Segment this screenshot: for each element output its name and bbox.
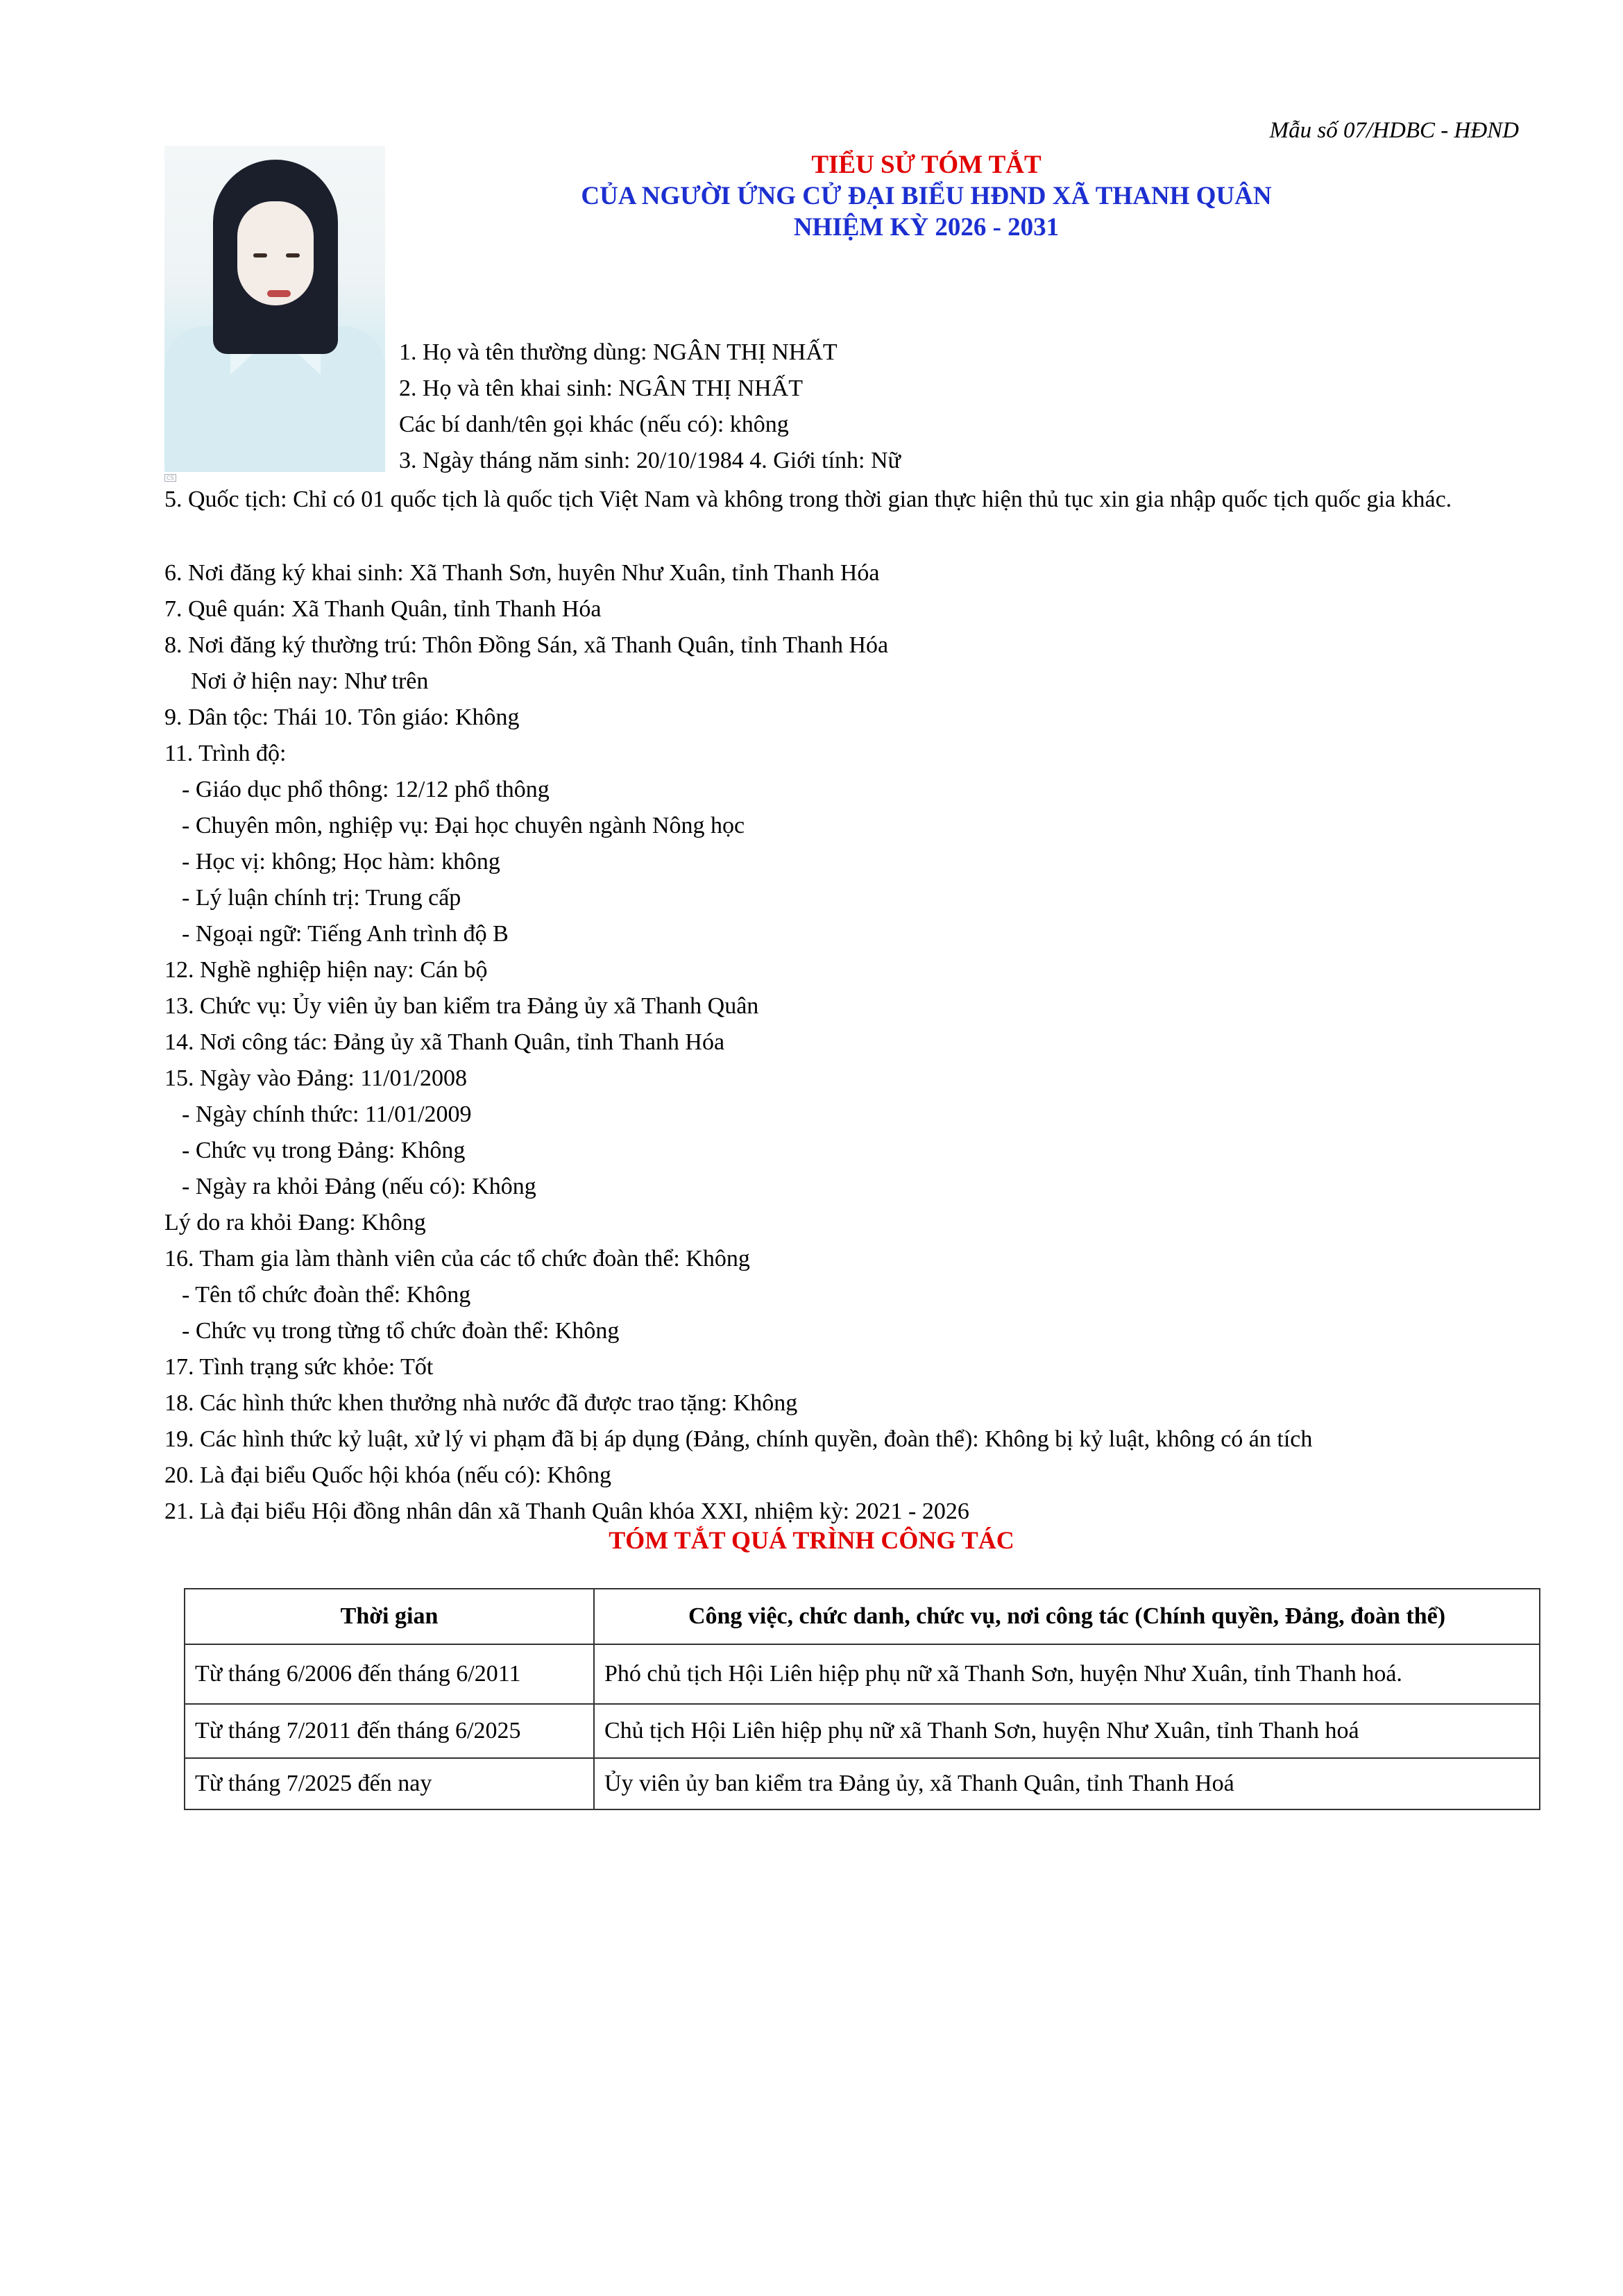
info-line-9-10: 9. Dân tộc: Thái 10. Tôn giáo: Không xyxy=(164,704,520,730)
photo-eye-right xyxy=(286,253,300,258)
cell-role: Chủ tịch Hội Liên hiệp phụ nữ xã Thanh Sơn, huyện Như Xuân, tỉnh Thanh hoá xyxy=(594,1704,1540,1758)
info-line-14: 14. Nơi công tác: Đảng ủy xã Thanh Quân, tỉnh Thanh Hóa xyxy=(164,1029,725,1055)
cell-role: Ủy viên ủy ban kiểm tra Đảng ủy, xã Thanh Quân, tỉnh Thanh Hoá xyxy=(594,1758,1540,1809)
title-line-1: TIỂU SỬ TÓM TẮT xyxy=(811,151,1042,179)
photo-eye-left xyxy=(253,253,267,258)
form-code: Mẫu số 07/HDBC - HĐND xyxy=(1269,118,1519,143)
info-line-current-residence: Nơi ở hiện nay: Như trên xyxy=(191,668,429,694)
scanner-watermark xyxy=(164,474,176,482)
info-line-11-political: - Lý luận chính trị: Trung cấp xyxy=(182,885,461,911)
info-line-5: 5. Quốc tịch: Chỉ có 01 quốc tịch là quốc tịch Việt Nam và không trong thời gian thực hiện thủ tục xin gia nhập quốc tịch quốc gia khác. xyxy=(164,487,1452,512)
candidate-photo xyxy=(164,146,385,472)
info-line-15-official: - Ngày chính thức: 11/01/2009 xyxy=(182,1101,472,1127)
info-line-19: 19. Các hình thức kỷ luật, xử lý vi phạm đã bị áp dụng (Đảng, chính quyền, đoàn thể): Không bị kỷ luật, không có án tích xyxy=(164,1426,1313,1452)
info-line-16-org-position: - Chức vụ trong từng tổ chức đoàn thể: Không xyxy=(182,1318,620,1344)
column-header-role: Công việc, chức danh, chức vụ, nơi công tác (Chính quyền, Đảng, đoàn thể) xyxy=(594,1589,1540,1644)
camscanner-icon: CS xyxy=(164,474,176,482)
info-line-2: 2. Họ và tên khai sinh: NGÂN THỊ NHẤT xyxy=(399,375,804,401)
info-line-aliases: Các bí danh/tên gọi khác (nếu có): không xyxy=(399,412,789,437)
info-line-11-general-edu: - Giáo dục phổ thông: 12/12 phổ thông xyxy=(182,777,550,802)
info-line-8: 8. Nơi đăng ký thường trú: Thôn Đồng Sán, xã Thanh Quân, tỉnh Thanh Hóa xyxy=(164,632,889,658)
title-line-2: CỦA NGƯỜI ỨNG CỬ ĐẠI BIỂU HĐND XÃ THANH QUÂN xyxy=(581,182,1272,210)
info-line-15: 15. Ngày vào Đảng: 11/01/2008 xyxy=(164,1065,467,1091)
work-history-table xyxy=(184,1588,1540,1810)
cell-period: Từ tháng 7/2025 đến nay xyxy=(185,1758,594,1809)
work-history-title: TÓM TẮT QUÁ TRÌNH CÔNG TÁC xyxy=(609,1526,1014,1554)
info-line-6: 6. Nơi đăng ký khai sinh: Xã Thanh Sơn, huyên Như Xuân, tỉnh Thanh Hóa xyxy=(164,560,880,586)
info-line-11-language: - Ngoại ngữ: Tiếng Anh trình độ B xyxy=(182,921,509,947)
title-line-3: NHIỆM KỲ 2026 - 2031 xyxy=(793,213,1060,242)
info-line-11: 11. Trình độ: xyxy=(164,741,287,766)
info-line-16-org-name: - Tên tổ chức đoàn thể: Không xyxy=(182,1282,471,1308)
info-line-18: 18. Các hình thức khen thưởng nhà nước đã được trao tặng: Không xyxy=(164,1390,798,1416)
cell-role: Phó chủ tịch Hội Liên hiệp phụ nữ xã Thanh Sơn, huyện Như Xuân, tỉnh Thanh hoá. xyxy=(594,1644,1540,1704)
info-line-16: 16. Tham gia làm thành viên của các tổ chức đoàn thể: Không xyxy=(164,1246,750,1272)
info-line-12: 12. Nghề nghiệp hiện nay: Cán bộ xyxy=(164,957,488,983)
info-line-1: 1. Họ và tên thường dùng: NGÂN THỊ NHẤT xyxy=(399,339,838,365)
cell-period: Từ tháng 6/2006 đến tháng 6/2011 xyxy=(185,1644,594,1704)
info-line-3: 3. Ngày tháng năm sinh: 20/10/1984 4. Giới tính: Nữ xyxy=(399,448,901,473)
info-line-15-leave-date: - Ngày ra khỏi Đảng (nếu có): Không xyxy=(182,1174,536,1199)
photo-lips xyxy=(267,290,291,297)
info-line-17: 17. Tình trạng sức khỏe: Tốt xyxy=(164,1354,434,1380)
table-header-row xyxy=(185,1589,1540,1644)
info-line-11-specialty: - Chuyên môn, nghiệp vụ: Đại học chuyên ngành Nông học xyxy=(182,813,745,838)
info-line-21: 21. Là đại biểu Hội đồng nhân dân xã Thanh Quân khóa XXI, nhiệm kỳ: 2021 - 2026 xyxy=(164,1499,969,1524)
table-row xyxy=(185,1758,1540,1809)
info-line-13: 13. Chức vụ: Ủy viên ủy ban kiểm tra Đảng ủy xã Thanh Quân xyxy=(164,993,759,1019)
table-row xyxy=(185,1644,1540,1704)
column-header-period: Thời gian xyxy=(185,1589,594,1644)
cell-period: Từ tháng 7/2011 đến tháng 6/2025 xyxy=(185,1704,594,1758)
info-line-leave-reason: Lý do ra khỏi Đang: Không xyxy=(164,1210,426,1235)
table-row xyxy=(185,1704,1540,1758)
info-line-20: 20. Là đại biểu Quốc hội khóa (nếu có): Không xyxy=(164,1462,611,1488)
document-title xyxy=(389,149,1464,243)
info-line-11-degree: - Học vị: không; Học hàm: không xyxy=(182,849,500,875)
info-line-7: 7. Quê quán: Xã Thanh Quân, tỉnh Thanh Hóa xyxy=(164,596,602,622)
info-line-15-party-position: - Chức vụ trong Đảng: Không xyxy=(182,1138,466,1163)
